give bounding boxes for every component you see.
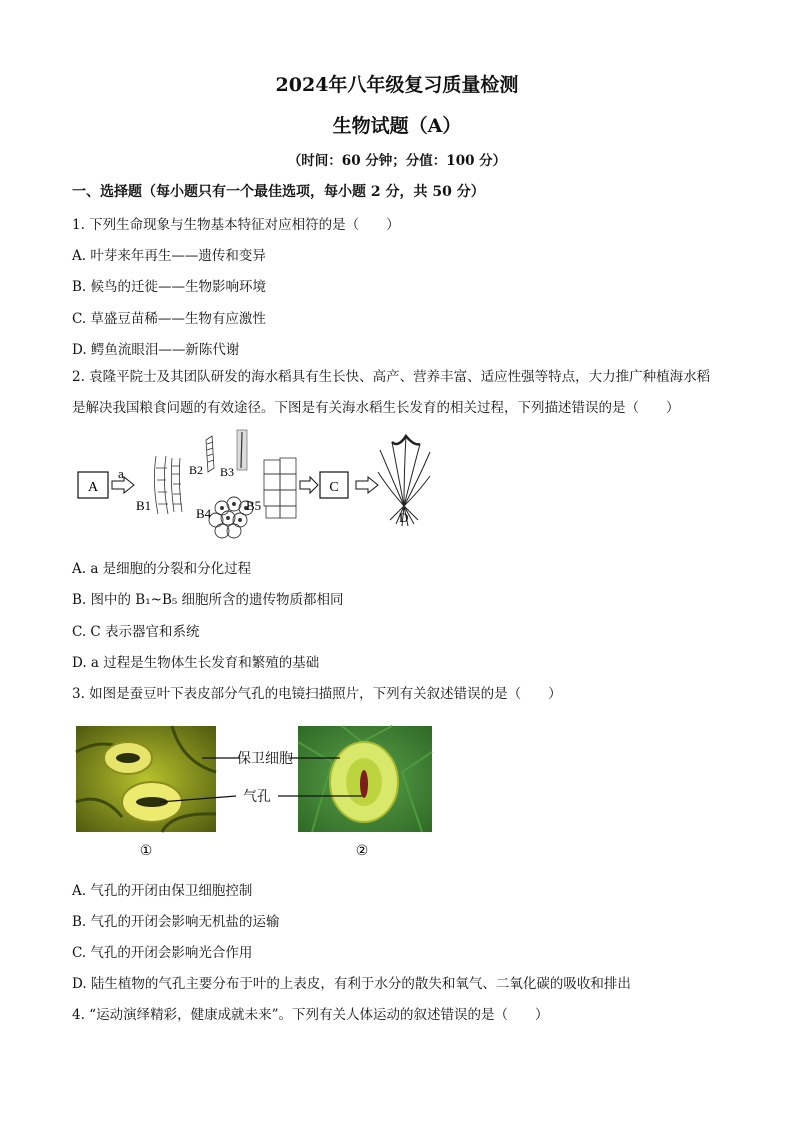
stomata-photo-1 bbox=[76, 726, 216, 832]
b5-cells-icon bbox=[264, 458, 296, 518]
b2-cell-icon bbox=[206, 436, 214, 472]
b5-label: B5 bbox=[246, 498, 262, 513]
arrow-c-icon bbox=[300, 477, 318, 493]
q1-stem: 1. 下列生命现象与生物基本特征对应相符的是（ ） bbox=[72, 217, 400, 233]
exam-title: 2024年八年级复习质量检测 bbox=[275, 74, 519, 96]
guard-cell-label: 保卫细胞 bbox=[237, 751, 293, 767]
q1-option-b: B. 候鸟的迁徙——生物影响环境 bbox=[72, 279, 267, 295]
time-info: （时间：60 分钟；分值：100 分） bbox=[287, 153, 507, 169]
arrow-a-label: a bbox=[118, 466, 124, 481]
q2-option-a: A. a 是细胞的分裂和分化过程 bbox=[72, 561, 252, 577]
stomata-photo-2 bbox=[298, 726, 432, 832]
d-label: D bbox=[399, 510, 409, 525]
q2-option-d: D. a 过程是生物体生长发育和繁殖的基础 bbox=[72, 655, 320, 671]
b2-label: B2 bbox=[189, 463, 204, 477]
q1-option-d: D. 鳄鱼流眼泪——新陈代谢 bbox=[72, 342, 240, 358]
b1-cells-icon bbox=[154, 456, 182, 514]
q3-option-b: B. 气孔的开闭会影响无机盐的运输 bbox=[72, 914, 280, 930]
b4-label: B4 bbox=[196, 506, 212, 521]
q1-option-a: A. 叶芽来年再生——遗传和变异 bbox=[72, 248, 266, 264]
section-heading: 一、选择题（每小题只有一个最佳选项，每小题 2 分，共 50 分） bbox=[72, 184, 485, 200]
box-c-label: C bbox=[329, 480, 339, 495]
q2-stem: 2. 袁隆平院士及其团队研发的海水稻具有生长快、高产、营养丰富、适应性强等特点，大力推广种植海水稻是解决我国粮食问题的有效途径。下图是有关海水稻生长发育的相关过程，下列描述错误的是（ ） bbox=[72, 369, 711, 416]
q3-option-d: D. 陆生植物的气孔主要分布于叶的上表皮，有利于水分的散失和氧气、二氧化碳的吸收和排出 bbox=[72, 976, 631, 992]
stomata-figure bbox=[72, 722, 434, 862]
q3-option-a: A. 气孔的开闭由保卫细胞控制 bbox=[72, 883, 253, 899]
b3-label: B3 bbox=[220, 465, 235, 479]
rice-development-figure bbox=[72, 428, 432, 540]
q3-stem: 3. 如图是蚕豆叶下表皮部分气孔的电镜扫描照片，下列有关叙述错误的是（ ） bbox=[72, 686, 562, 702]
image-1-label: ① bbox=[139, 843, 153, 859]
exam-subtitle: 生物试题（A） bbox=[332, 115, 462, 137]
box-a-label: A bbox=[87, 480, 99, 495]
q3-option-c: C. 气孔的开闭会影响光合作用 bbox=[72, 945, 253, 961]
arrow-d-icon bbox=[356, 477, 378, 493]
q1-option-c: C. 草盛豆苗稀——生物有应激性 bbox=[72, 311, 266, 327]
q4-stem: 4. “运动演绎精彩，健康成就未来”。下列有关人体运动的叙述错误的是（ ） bbox=[72, 1007, 549, 1023]
q2-option-b: B. 图中的 B₁~B₅ 细胞所含的遗传物质都相同 bbox=[72, 592, 344, 608]
b1-label: B1 bbox=[136, 498, 152, 513]
image-2-label: ② bbox=[355, 843, 369, 859]
q2-option-c: C. C 表示器官和系统 bbox=[72, 624, 200, 640]
stoma-label: 气孔 bbox=[243, 789, 271, 805]
